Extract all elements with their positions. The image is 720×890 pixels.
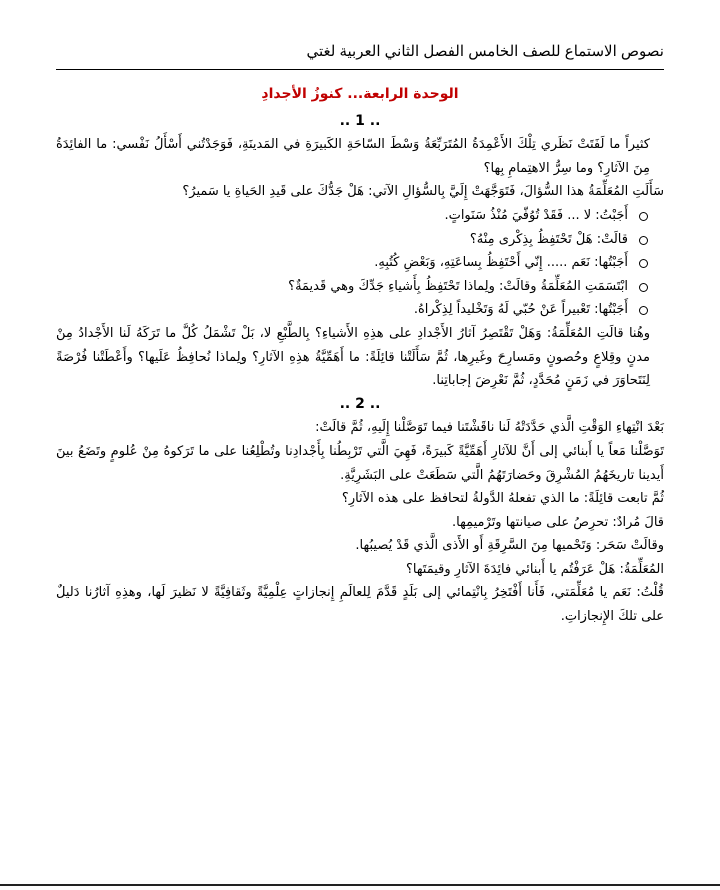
section-2-teacher: المُعَلِّمَةُ: هَلْ عَرَفْتُم يا أَبنائي فائِدَةَ الآثارِ وقيمَتَها؟ <box>405 561 664 577</box>
section-1-number: .. 1 .. <box>339 112 381 129</box>
header-divider <box>56 69 664 70</box>
section-2-sahar: وقالَتْ سَحَر: وَتَحْميها مِنَ السَّرِقَةِ أَو الأَذى الَّذي قَدْ يُصيبُها. <box>355 538 664 554</box>
section-2-speech: تَوَصَّلْنا مَعاً يا أَبنائي إلى أَنَّ للآثارِ أَهَمِّيَّةً كَبيرَةً، فَهِيَ الَّتي تَرْبِطُنا بِأَجْدادِنا وتُطْلِعُنا على ما تَرَكوهُ مِنْ عُلومٍ وتَضَعُ بينَ أَيدينا تاريخَهُمُ المُشْرِقَ وحَضارَتَهُمُ الَّتي سَطَعَتْ على البَشَرِيَّةِ. <box>56 443 664 483</box>
section-2-final: قُلْتُ: نَعَم يا مُعَلِّمَتي، فَأَنا أَفْتَخِرُ بِانْتِمائي إلى بَلَدٍ قَدَّمَ لِلعالَمِ إِنجازاتٍ عِلْمِيَّةً وثَقافِيَّةً لا نَظيرَ لَها، وهذِهِ آثارُنا دَليلٌ على تلكَ الإِنجازاتِ. <box>56 585 664 625</box>
section-2-then: ثُمَّ تابعت قائِلَةً: ما الذي تفعلهُ الدَّولةُ لتحافظ على هذه الآثارِ؟ <box>341 491 664 507</box>
section-1-question: سَأَلَتِ المُعَلِّمَةُ هذا السُّؤالَ، فَتَوَجَّهَتْ إِلَيَّ بِالسُّؤالِ الآتي: هَلْ جَدُّكَ على قَيدِ الحَياةِ يا سَميرُ؟ <box>182 184 664 200</box>
section-2-intro: بَعْدَ انْتِهاءِ الوَقْتِ الَّذي حَدَّدَتْهُ لَنا ناقَشْتَنا فيما تَوَصَّلْنا إِلَيهِ، ثُمَّ قالَتْ: <box>315 420 664 436</box>
dialogue-item: أَجَبْتُ: لا ... فَقَدْ تُوُفّيَ مُنْذُ سَنَواتٍ. <box>56 204 642 228</box>
dialogue-item: قالَتْ: هَلْ تَحْتَفِظُ بِذِكْرى مِنْهُ؟ <box>56 228 642 252</box>
section-1-closing: وهُنا قالَتِ المُعَلِّمَةُ: وَهَلْ تَقْتَصِرُ آثارُ الأَجْدادِ على هذِهِ الأَشياءِ؟ بِالطَّبْعِ لا، بَلْ تَشْمَلُ كُلَّ ما تَرَكَهُ لَنا الأَجْدادُ مِنْ مدنٍ وقِلاعٍ وحُصونٍ ومَسارِحَ وغَيرِها، ثُمَّ سَأَلَتْنا قائِلَةً: ما أَهَمِّيَّةُ هذِهِ الآثارِ؟ ولِماذا نُحافِظُ عَلَيها؟ وأَعْطَتْنا فُرْصَةً لِنَتَحاوَرَ في زَمَنٍ مُحَدَّدٍ، ثُمَّ نَعْرِضَ إجاباتِنا. <box>56 325 650 389</box>
dialogue-list <box>56 204 664 322</box>
dialogue-item: ابْتَسَمَتِ المُعَلِّمَةُ وقالَتْ: ولِماذا تَحْتَفِظُ بِأَشياءِ جَدِّكَ وهي قَديمَةٌ؟ <box>56 275 642 299</box>
section-2-number: .. 2 .. <box>339 395 381 412</box>
page-bottom-border <box>0 884 720 886</box>
document-body <box>56 83 664 629</box>
page-header: نصوص الاستماع للصف الخامس الفصل الثاني العربية لغتي <box>306 43 664 60</box>
dialogue-item: أَجَبْتُها: تَعْبيراً عَنْ حُبّي لَهُ وَتَخْليداً لِذِكْراهُ. <box>56 298 642 322</box>
section-1-intro: كثيراً ما لَفَتَتْ نَظَري تِلْكَ الأَعْمِدَةُ المُتَرَبِّعَةُ وَسْطَ السّاحَةِ الكَبيرَةِ في المَدينَةِ، فَوَجَدْتُني أَسْأَلُ نَفْسي: ما الفائِدَةُ مِنَ الآثارِ؟ وما سِرُّ الاهتِمامِ بِها؟ <box>56 137 650 176</box>
section-2-murad: قالَ مُرادٌ: تحرِصُ على صيانتها وتَرْميمِها. <box>452 514 664 530</box>
unit-title: الوحدة الرابعة... كنوزُ الأجدادِ <box>261 86 459 102</box>
dialogue-item: أَجَبْتُها: نَعَم ..... إِنّي أَحْتَفِظُ بِساعَتِهِ، وَبَعْضِ كُتُبِهِ. <box>56 251 642 275</box>
